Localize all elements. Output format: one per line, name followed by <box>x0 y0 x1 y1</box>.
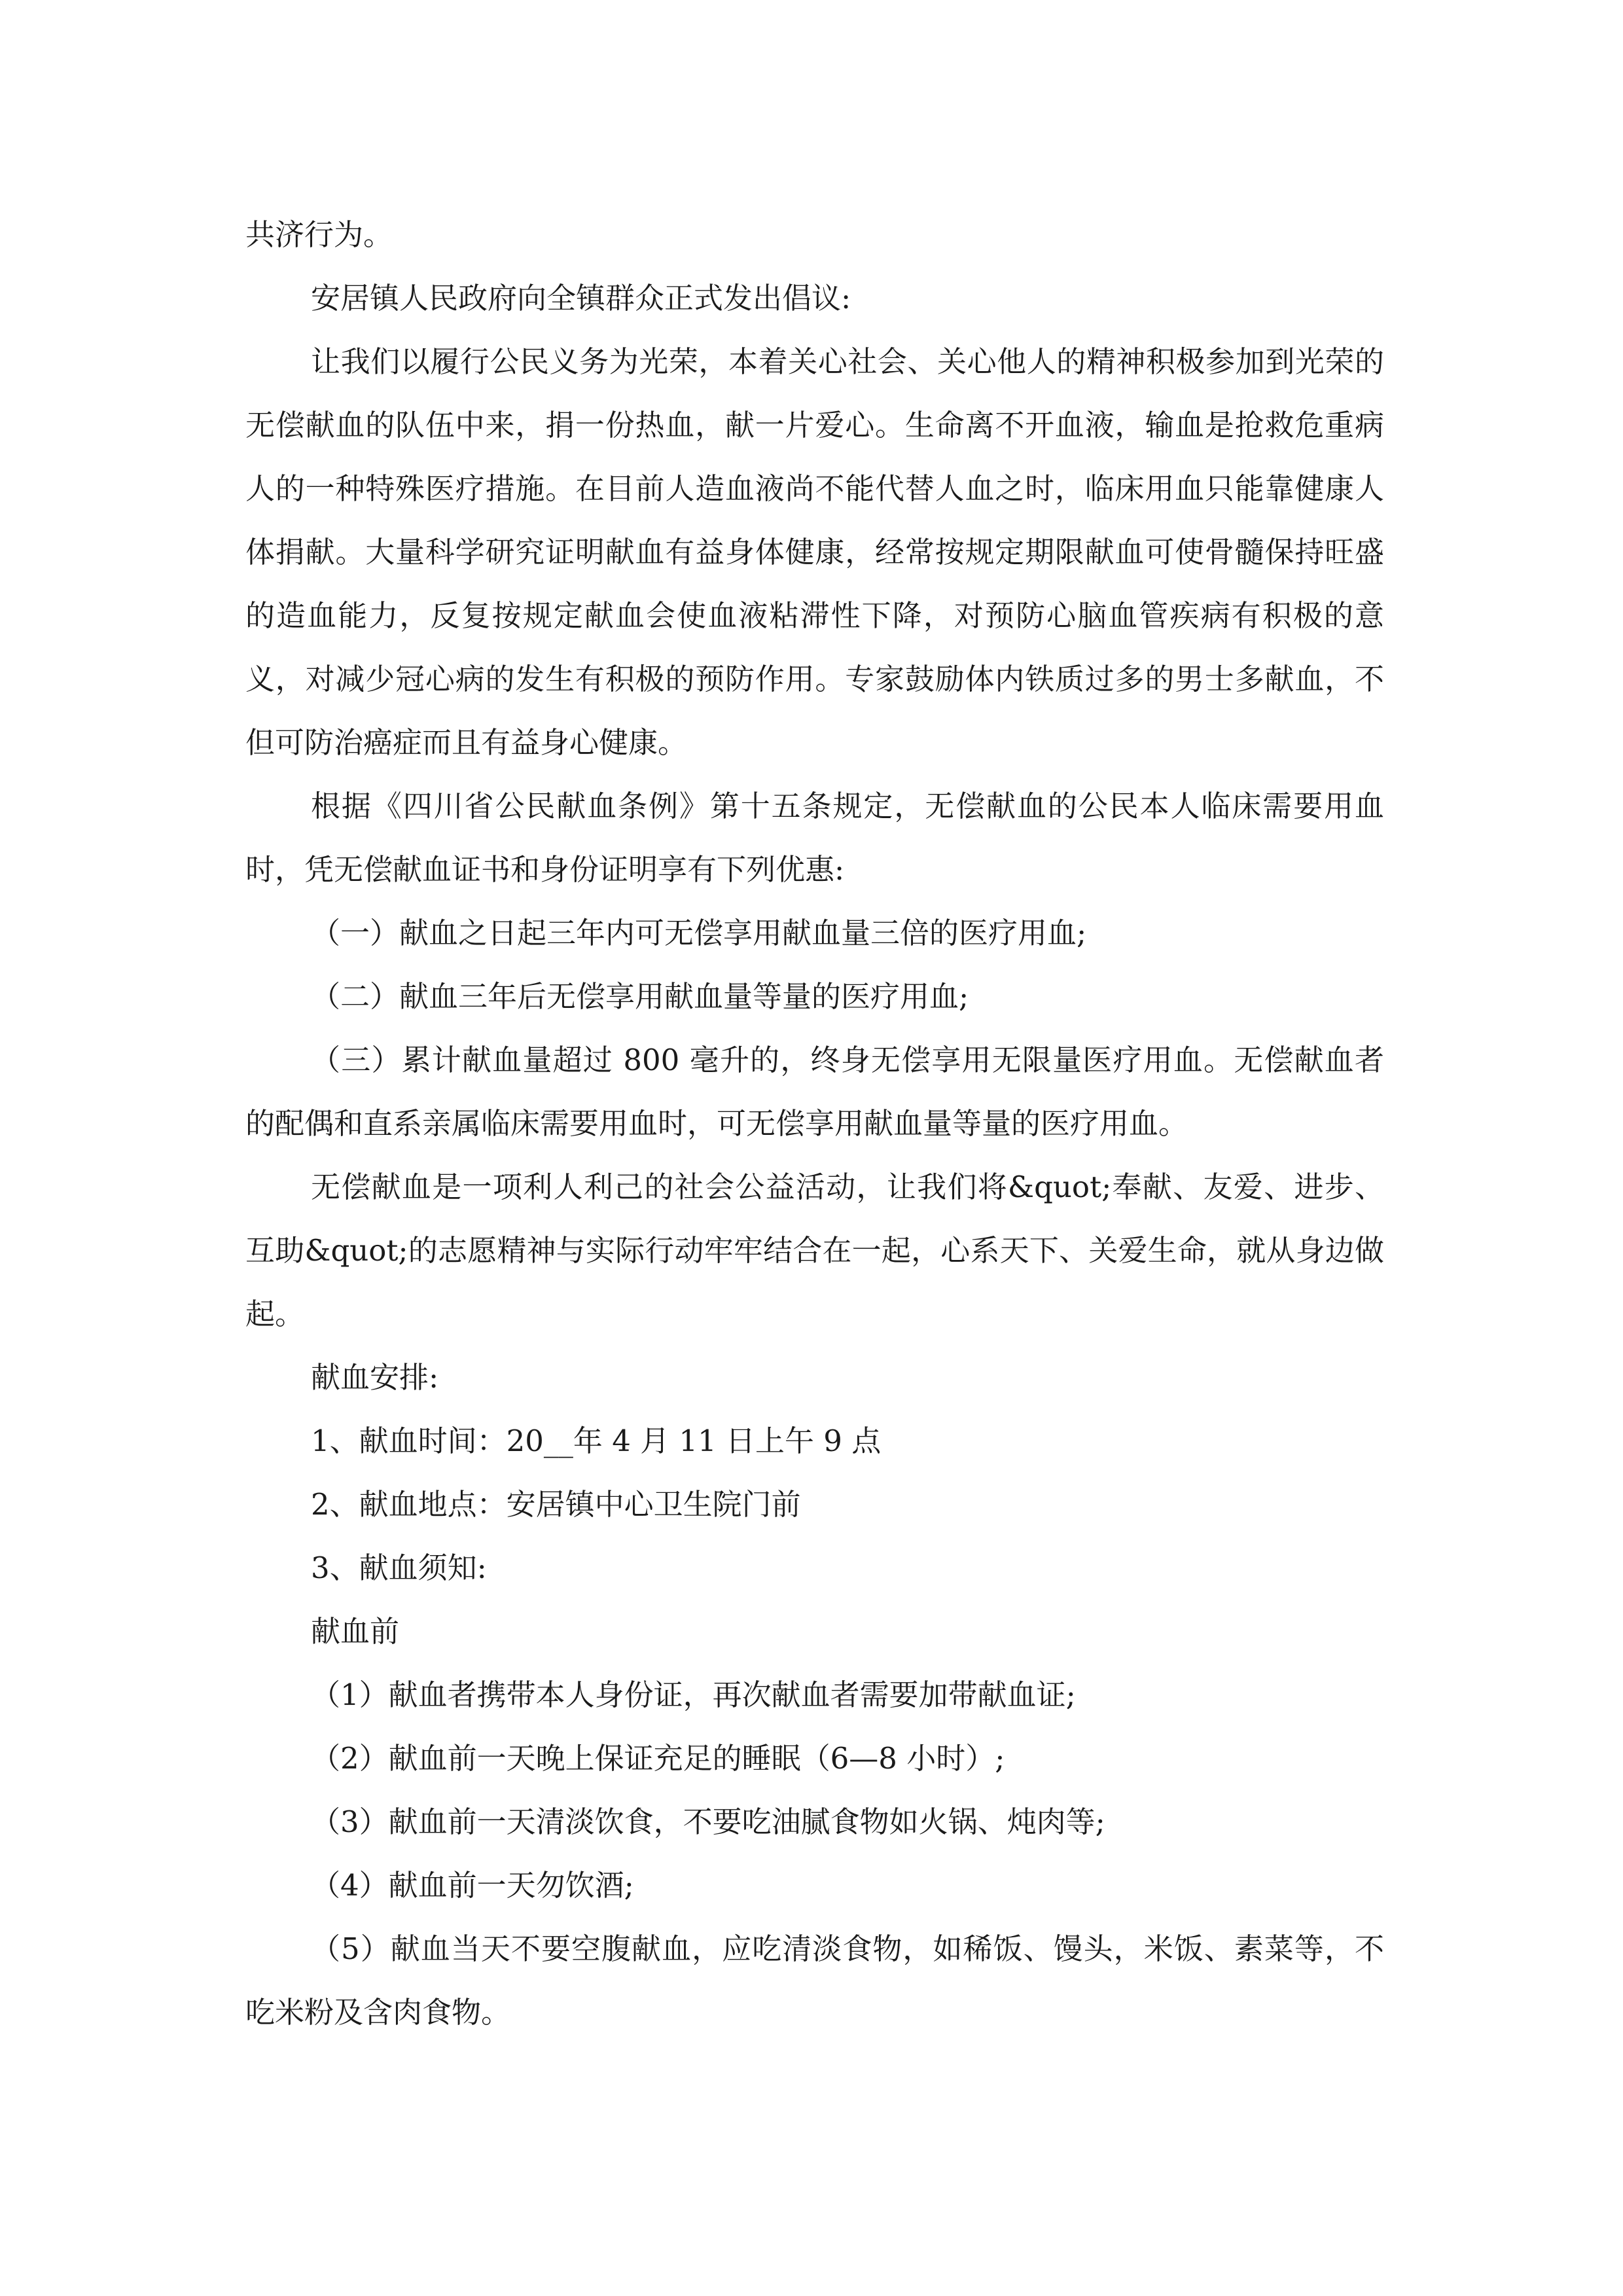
paragraph: 无偿献血是一项利人利己的社会公益活动，让我们将&quot;奉献、友爱、进步、互助&quot;的志愿精神与实际行动牢牢结合在一起，心系天下、关爱生命，就从身边做起。 <box>245 1170 1384 1331</box>
list-item: （二）献血三年后无偿享用献血量等量的医疗用血; <box>311 979 969 1014</box>
list-item: （3）献血前一天清淡饮食，不要吃油腻食物如火锅、炖肉等; <box>311 1804 1105 1839</box>
list-item: 1、献血时间：20__年 4 月 11 日上午 9 点 <box>311 1424 882 1458</box>
list-item: 3、献血须知: <box>311 1551 487 1585</box>
section-heading: 献血安排: <box>311 1360 439 1395</box>
list-item: （三）累计献血量超过 800 毫升的，终身无偿享用无限量医疗用血。无偿献血者的配偶和直系亲属临床需要用血时，可无偿享用献血量等量的医疗用血。 <box>245 1043 1384 1141</box>
paragraph: 安居镇人民政府向全镇群众正式发出倡议: <box>311 281 851 315</box>
paragraph: 共济行为。 <box>245 217 393 252</box>
paragraph: 让我们以履行公民义务为光荣，本着关心社会、关心他人的精神积极参加到光荣的无偿献血的队伍中来，捐一份热血，献一片爱心。生命离不开血液，输血是抢救危重病人的一种特殊医疗措施。在目前人造血液尚不能代替人血之时，临床用血只能靠健康人体捐献。大量科学研究证明献血有益身体健康，经常按规定期限献血可使骨髓保持旺盛的造血能力，反复按规定献血会使血液粘滞性下降，对预防心脑血管疾病有积极的意义，对减少冠心病的发生有积极的预防作用。专家鼓励体内铁质过多的男士多献血，不但可防治癌症而且有益身心健康。 <box>245 344 1384 760</box>
list-item: （1）献血者携带本人身份证，再次献血者需要加带献血证; <box>311 1677 1076 1712</box>
list-item: （一）献血之日起三年内可无偿享用献血量三倍的医疗用血; <box>311 916 1087 950</box>
paragraph: 根据《四川省公民献血条例》第十五条规定，无偿献血的公民本人临床需要用血时，凭无偿献血证书和身份证明享有下列优惠: <box>245 789 1384 887</box>
list-item: （2）献血前一天晚上保证充足的睡眠（6—8 小时）; <box>311 1741 1005 1776</box>
list-item: 2、献血地点：安居镇中心卫生院门前 <box>311 1487 801 1522</box>
subsection-heading: 献血前 <box>311 1614 400 1649</box>
document-body <box>245 203 1384 2044</box>
list-item: （4）献血前一天勿饮酒; <box>311 1868 634 1903</box>
list-item: （5）献血当天不要空腹献血，应吃清淡食物，如稀饭、馒头，米饭、素菜等，不吃米粉及含肉食物。 <box>245 1931 1384 2030</box>
